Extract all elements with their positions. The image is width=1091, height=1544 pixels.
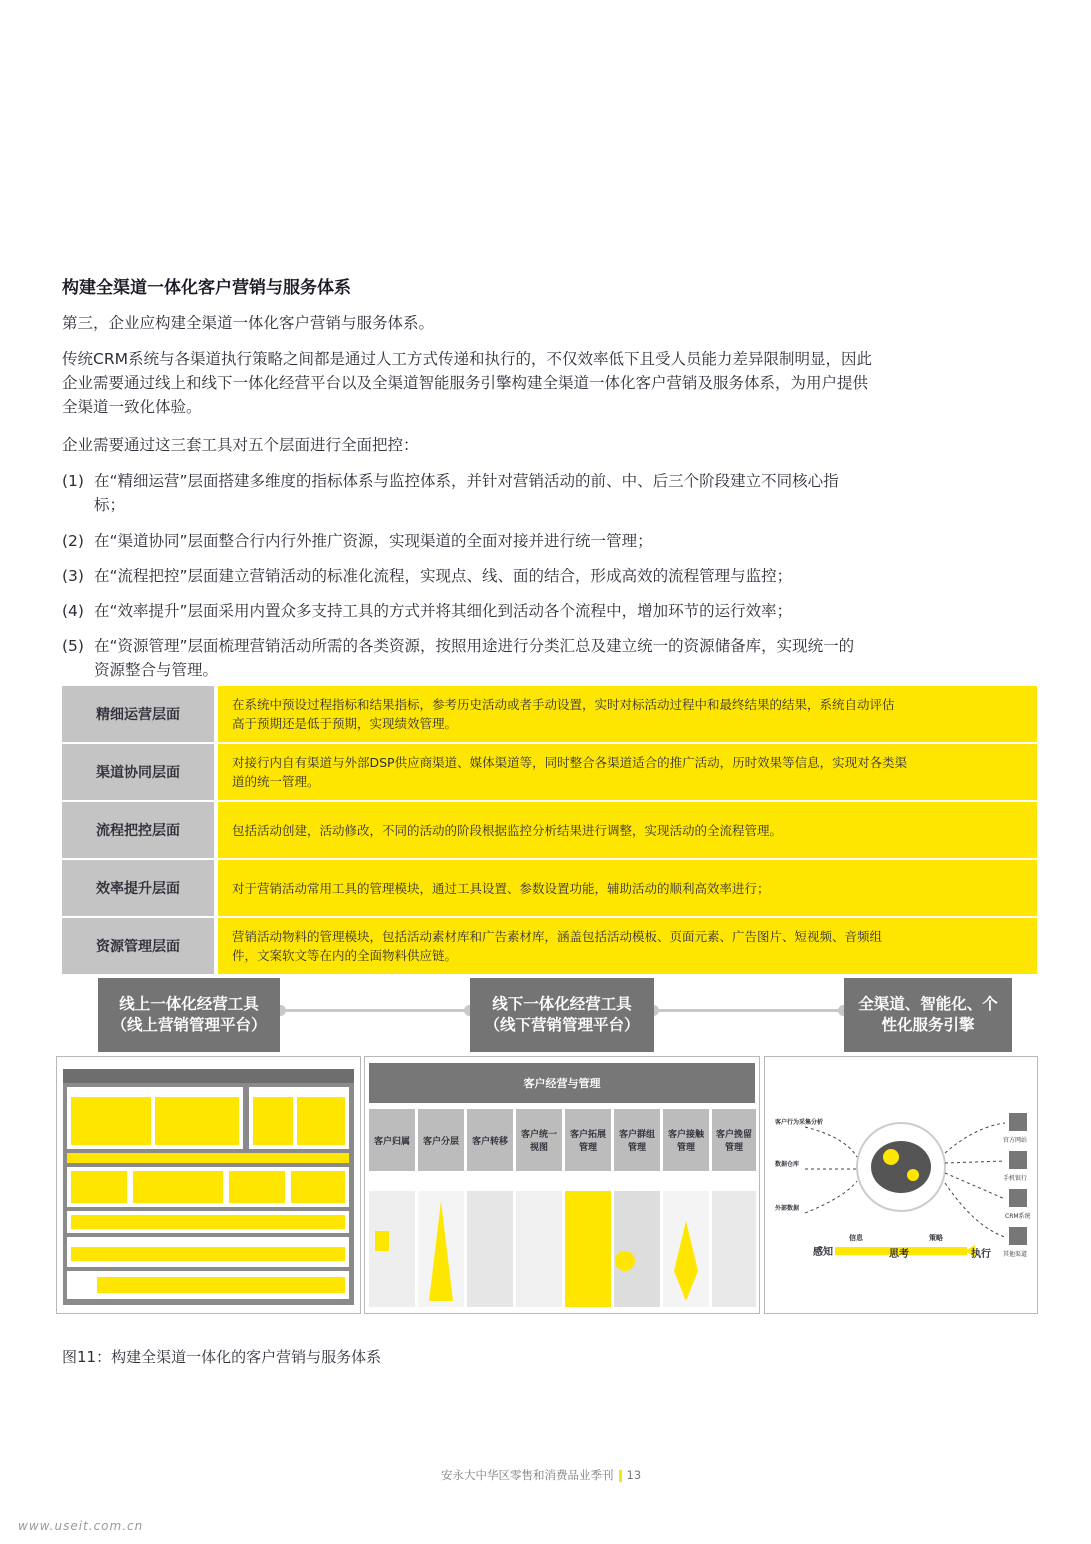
table-row — [62, 860, 1037, 916]
column-header: 客户统一视图 — [516, 1109, 562, 1171]
output-label: CRM系统 — [1005, 1213, 1031, 1220]
output-label: 官方网站 — [1003, 1137, 1028, 1144]
layer-description — [218, 744, 1037, 800]
paragraph-line: 全渠道一致化体验。 — [62, 398, 202, 416]
architecture-diagram — [57, 1057, 360, 1313]
figure-caption: 图11：构建全渠道一体化的客户营销与服务体系 — [62, 1348, 382, 1366]
layer-description — [218, 918, 1037, 974]
layer-label: 精细运营层面 — [62, 686, 214, 742]
column-headers — [369, 1109, 759, 1179]
tool-subtitle: 性化服务引擎 — [881, 1016, 975, 1034]
list-text: 标； — [94, 496, 126, 514]
list-item — [62, 529, 1027, 553]
column-header: 客户挽留管理 — [712, 1109, 756, 1171]
description-line: 对接行内自有渠道与外部DSP供应商渠道、媒体渠道等，同时整合各渠道适合的推广活动，历时效果等信息，实现对各类渠 — [232, 755, 908, 770]
step-label: 感知 — [813, 1247, 833, 1258]
description-line: 高于预期还是低于预期，实现绩效管理。 — [232, 716, 458, 731]
layer-label: 渠道协同层面 — [62, 744, 214, 800]
table-row — [62, 686, 1037, 742]
column-header: 客户拓展管理 — [565, 1109, 611, 1171]
section-title: 构建全渠道一体化客户营销与服务体系 — [62, 278, 351, 298]
footer-divider — [619, 1470, 622, 1482]
list-item — [62, 469, 1027, 517]
layer-description — [218, 860, 1037, 916]
list-item — [62, 634, 1027, 682]
platform-architecture-image — [56, 1056, 361, 1314]
list-text: 在“资源管理”层面梳理营销活动所需的各类资源，按照用途进行分类汇总及建立统一的资源储备库，实现统一的 — [94, 637, 855, 655]
arrow-label: 策略 — [929, 1234, 943, 1242]
list-number: (4) — [62, 602, 84, 620]
output-label: 手机银行 — [1003, 1175, 1028, 1182]
paragraph-tools: 企业需要通过这三套工具对五个层面进行全面把控： — [62, 436, 419, 454]
table-row — [62, 918, 1037, 974]
description-line: 对于营销活动常用工具的管理模块，通过工具设置、参数设置功能，辅助活动的顺利高效率进行； — [232, 880, 770, 896]
arrow-label: 信息 — [849, 1234, 863, 1242]
list-number: (2) — [62, 532, 84, 550]
column-header: 客户转移 — [467, 1109, 513, 1171]
column-header: 客户归属 — [369, 1109, 415, 1171]
layer-description — [218, 686, 1037, 742]
paragraph-line: 企业需要通过线上和线下一体化经营平台以及全渠道智能服务引擎构建全渠道一体化客户营销及服务体系，为用户提供 — [62, 374, 869, 392]
tool-title: 线下一体化经营工具 — [492, 995, 632, 1013]
description-line: 件，文案软文等在内的全面物料供应链。 — [232, 948, 458, 963]
input-label: 外部数据 — [775, 1205, 800, 1212]
list-number: (1) — [62, 472, 84, 490]
layer-label: 资源管理层面 — [62, 918, 214, 974]
paragraph-crm — [62, 347, 1027, 419]
list-text: 在“精细运营”层面搭建多维度的指标体系与监控体系，并针对营销活动的前、中、后三个阶段建立不同核心指 — [94, 472, 839, 490]
page-footer — [441, 1467, 641, 1483]
description-line: 包括活动创建，活动修改，不同的活动的阶段根据监控分析结果进行调整，实现活动的全流程管理。 — [232, 822, 783, 838]
layer-label: 流程把控层面 — [62, 802, 214, 858]
list-number: (5) — [62, 637, 84, 655]
column-header: 客户分层 — [418, 1109, 464, 1171]
description-line: 营销活动物料的管理模块，包括活动素材库和广告素材库，涵盖包括活动模板、页面元素、广告图片、短视频、音频组 — [232, 929, 883, 944]
tool-title: 全渠道、智能化、个 — [858, 995, 998, 1013]
step-label: 思考 — [889, 1249, 909, 1260]
output-label: 其他渠道 — [1003, 1251, 1028, 1258]
table-row — [62, 744, 1037, 800]
tool-engine — [844, 978, 1012, 1052]
column-header: 客户群组管理 — [614, 1109, 660, 1171]
tool-offline — [470, 978, 654, 1052]
tool-online — [98, 978, 280, 1052]
connector-line — [654, 1009, 844, 1012]
brain-diagram — [765, 1057, 1037, 1313]
footer-text: 安永大中华区零售和消费品业季刊 — [441, 1468, 614, 1482]
list-item — [62, 599, 1027, 623]
layer-label: 效率提升层面 — [62, 860, 214, 916]
input-label: 数据仓库 — [775, 1161, 800, 1168]
description-line: 道的统一管理。 — [232, 774, 320, 789]
layer-description — [218, 802, 1037, 858]
list-text: 在“流程把控”层面建立营销活动的标准化流程，实现点、线、面的结合，形成高效的流程管理与监控； — [94, 567, 793, 585]
paragraph-line: 传统CRM系统与各渠道执行策略之间都是通过人工方式传递和执行的，不仅效率低下且受人员能力差异限制明显，因此 — [62, 350, 872, 368]
description-line: 在系统中预设过程指标和结果指标，参考历史活动或者手动设置，实时对标活动过程中和最终结果的结果，系统自动评估 — [232, 697, 895, 712]
service-engine-image — [764, 1056, 1038, 1314]
step-label: 执行 — [971, 1249, 991, 1260]
customer-management-image — [364, 1056, 760, 1314]
table-row — [62, 802, 1037, 858]
list-number: (3) — [62, 567, 84, 585]
screens-collage — [369, 1191, 759, 1311]
tool-subtitle: （线下营销管理平台） — [484, 1016, 640, 1034]
panel-title: 客户经营与管理 — [369, 1063, 755, 1103]
tool-title: 线上一体化经营工具 — [119, 995, 259, 1013]
list-text: 在“效率提升”层面采用内置众多支持工具的方式并将其细化到活动各个流程中，增加环节的运行效率； — [94, 602, 793, 620]
list-text: 资源整合与管理。 — [94, 661, 219, 679]
input-label: 客户行为采集分析 — [775, 1119, 824, 1126]
list-item — [62, 564, 1027, 588]
list-text: 在“渠道协同”层面整合行内行外推广资源，实现渠道的全面对接并进行统一管理； — [94, 532, 653, 550]
page-number: 13 — [626, 1468, 642, 1482]
column-header: 客户接触管理 — [663, 1109, 709, 1171]
paragraph-intro: 第三，企业应构建全渠道一体化客户营销与服务体系。 — [62, 314, 435, 332]
tool-subtitle: （线上营销管理平台） — [111, 1016, 267, 1034]
watermark: www.useit.com.cn — [18, 1519, 144, 1533]
connector-line — [280, 1009, 470, 1012]
